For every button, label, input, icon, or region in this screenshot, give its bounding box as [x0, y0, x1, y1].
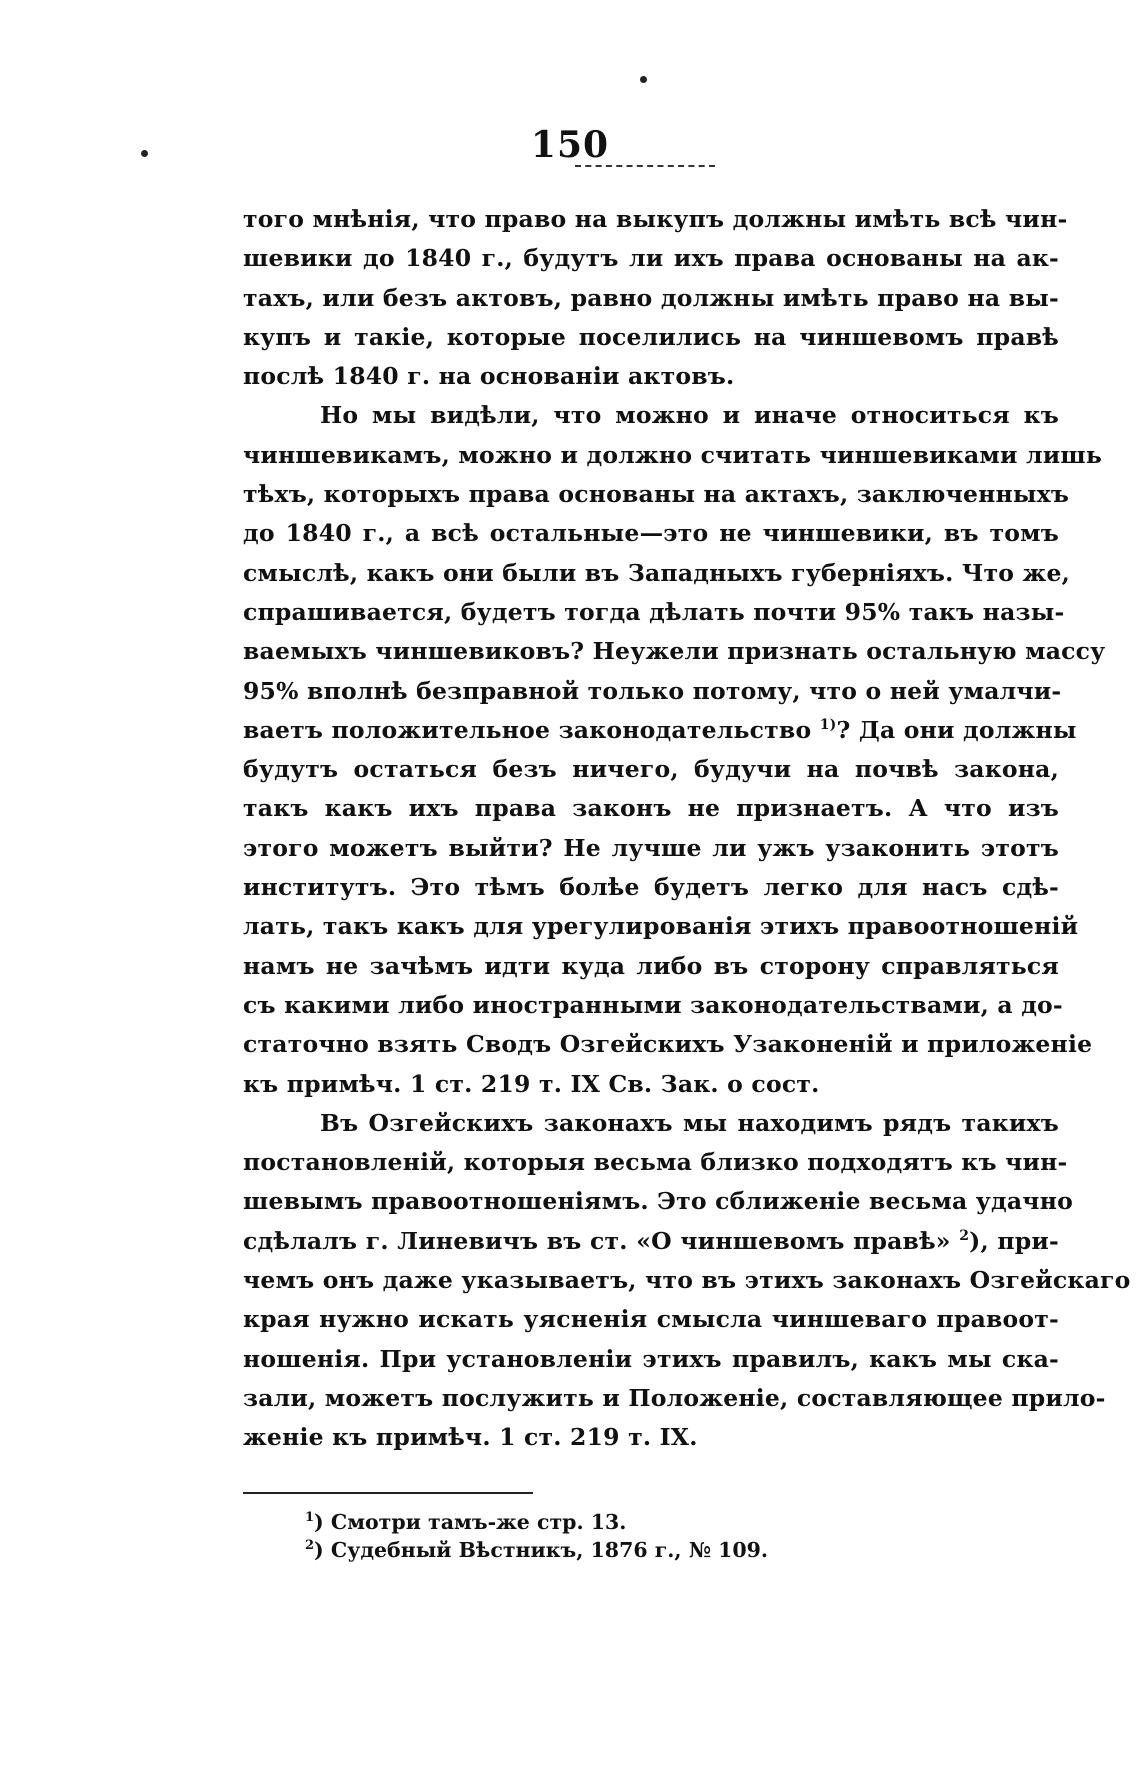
text-line: лать, такъ какъ для урегулированія этихъ правоотношеній [243, 912, 1079, 941]
text-line: чемъ онъ даже указываетъ, что въ этихъ законахъ Озгейскаго [243, 1266, 1131, 1295]
text-line: ношенія. При установленіи этихъ правилъ, какъ мы ска- [243, 1344, 1059, 1373]
text-line: Въ Озгейскихъ законахъ мы находимъ рядъ такихъ [320, 1108, 1059, 1137]
text-line: спрашивается, будетъ тогда дѣлать почти 95% такъ назы- [243, 597, 1065, 626]
text-line: къ примѣч. 1 ст. 219 т. IX Св. Зак. о сост. [243, 1069, 820, 1098]
footnote-text: ) Судебный Вѣстникъ, 1876 г., № 109. [314, 1538, 769, 1562]
text-line: институтъ. Это тѣмъ болѣе будетъ легко для насъ сдѣ- [243, 873, 1059, 902]
text-segment: сдѣлалъ г. Линевичъ въ ст. «О чиншевомъ правѣ» [243, 1226, 951, 1255]
footnote-mark: 2 [305, 1538, 315, 1554]
text-line: послѣ 1840 г. на основаніи актовъ. [243, 362, 735, 391]
text-line: 95% вполнѣ безправной только потому, что о ней умалчи- [243, 676, 1062, 705]
text-line: смыслѣ, какъ они были въ Западныхъ губерніяхъ. Что же, [243, 558, 1071, 587]
text-line: купъ и такіе, которые поселились на чиншевомъ правѣ [243, 322, 1059, 351]
text-line: тахъ, или безъ актовъ, равно должны имѣть право на вы- [243, 283, 1059, 312]
text-line: будутъ остаться безъ ничего, будучи на почвѣ закона, [243, 755, 1059, 784]
text-line: шевымъ правоотношеніямъ. Это сближеніе весьма удачно [243, 1187, 1073, 1216]
text-line: до 1840 г., а всѣ остальные—это не чиншевики, въ томъ [243, 519, 1059, 548]
text-line: этого можетъ выйти? Не лучше ли ужъ узаконить этотъ [243, 833, 1059, 862]
text-line: постановленій, которыя весьма близко подходятъ къ чин- [243, 1148, 1068, 1177]
footnote-mark: 1 [305, 1510, 315, 1526]
text-line [243, 711, 1077, 750]
text-line: того мнѣнія, что право на выкупъ должны имѣть всѣ чин- [243, 205, 1068, 233]
footnote-ref: 1) [819, 717, 837, 734]
text-line: такъ какъ ихъ права законъ не признаетъ. А что изъ [243, 794, 1059, 823]
text-line: Но мы видѣли, что можно и иначе относиться къ [320, 401, 1059, 430]
text-segment: ? Да они должны [836, 715, 1077, 744]
text-line: зали, можетъ послужить и Положеніе, составляющее прило- [243, 1383, 1106, 1412]
body-text [243, 200, 1131, 1458]
text-line: края нужно искать уясненія смысла чиншеваго правоот- [243, 1305, 1059, 1334]
text-line: чиншевикамъ, можно и должно считать чиншевиками лишь [243, 440, 1103, 469]
footnote-rule [243, 1492, 533, 1494]
footnote-2 [305, 1536, 1005, 1564]
text-line: статочно взять Сводъ Озгейскихъ Узаконеній и приложеніе [243, 1030, 1093, 1059]
text-line: шевики до 1840 г., будутъ ли ихъ права основаны на ак- [243, 244, 1059, 273]
text-line: намъ не зачѣмъ идти куда либо въ сторону справляться [243, 951, 1059, 980]
text-segment: ), при- [969, 1226, 1060, 1255]
header-rule [575, 165, 715, 167]
footnotes [305, 1508, 1005, 1564]
footnote-1 [305, 1508, 1005, 1536]
footnote-ref: 2 [959, 1227, 970, 1244]
ink-speck [640, 76, 647, 83]
text-line: съ какими либо иностранными законодательствами, а до- [243, 990, 1063, 1019]
text-line: женіе къ примѣч. 1 ст. 219 т. IX. [243, 1423, 698, 1452]
page-number: 150 [530, 124, 610, 166]
text-line: тѣхъ, которыхъ права основаны на актахъ, заключенныхъ [243, 480, 1070, 509]
text-segment: ваетъ положительное законодательство [243, 715, 812, 744]
text-line: ваемыхъ чиншевиковъ? Неужели признать остальную массу [243, 637, 1106, 666]
text-line [243, 1222, 1059, 1261]
footnote-text: ) Смотри тамъ-же стр. 13. [314, 1510, 627, 1534]
